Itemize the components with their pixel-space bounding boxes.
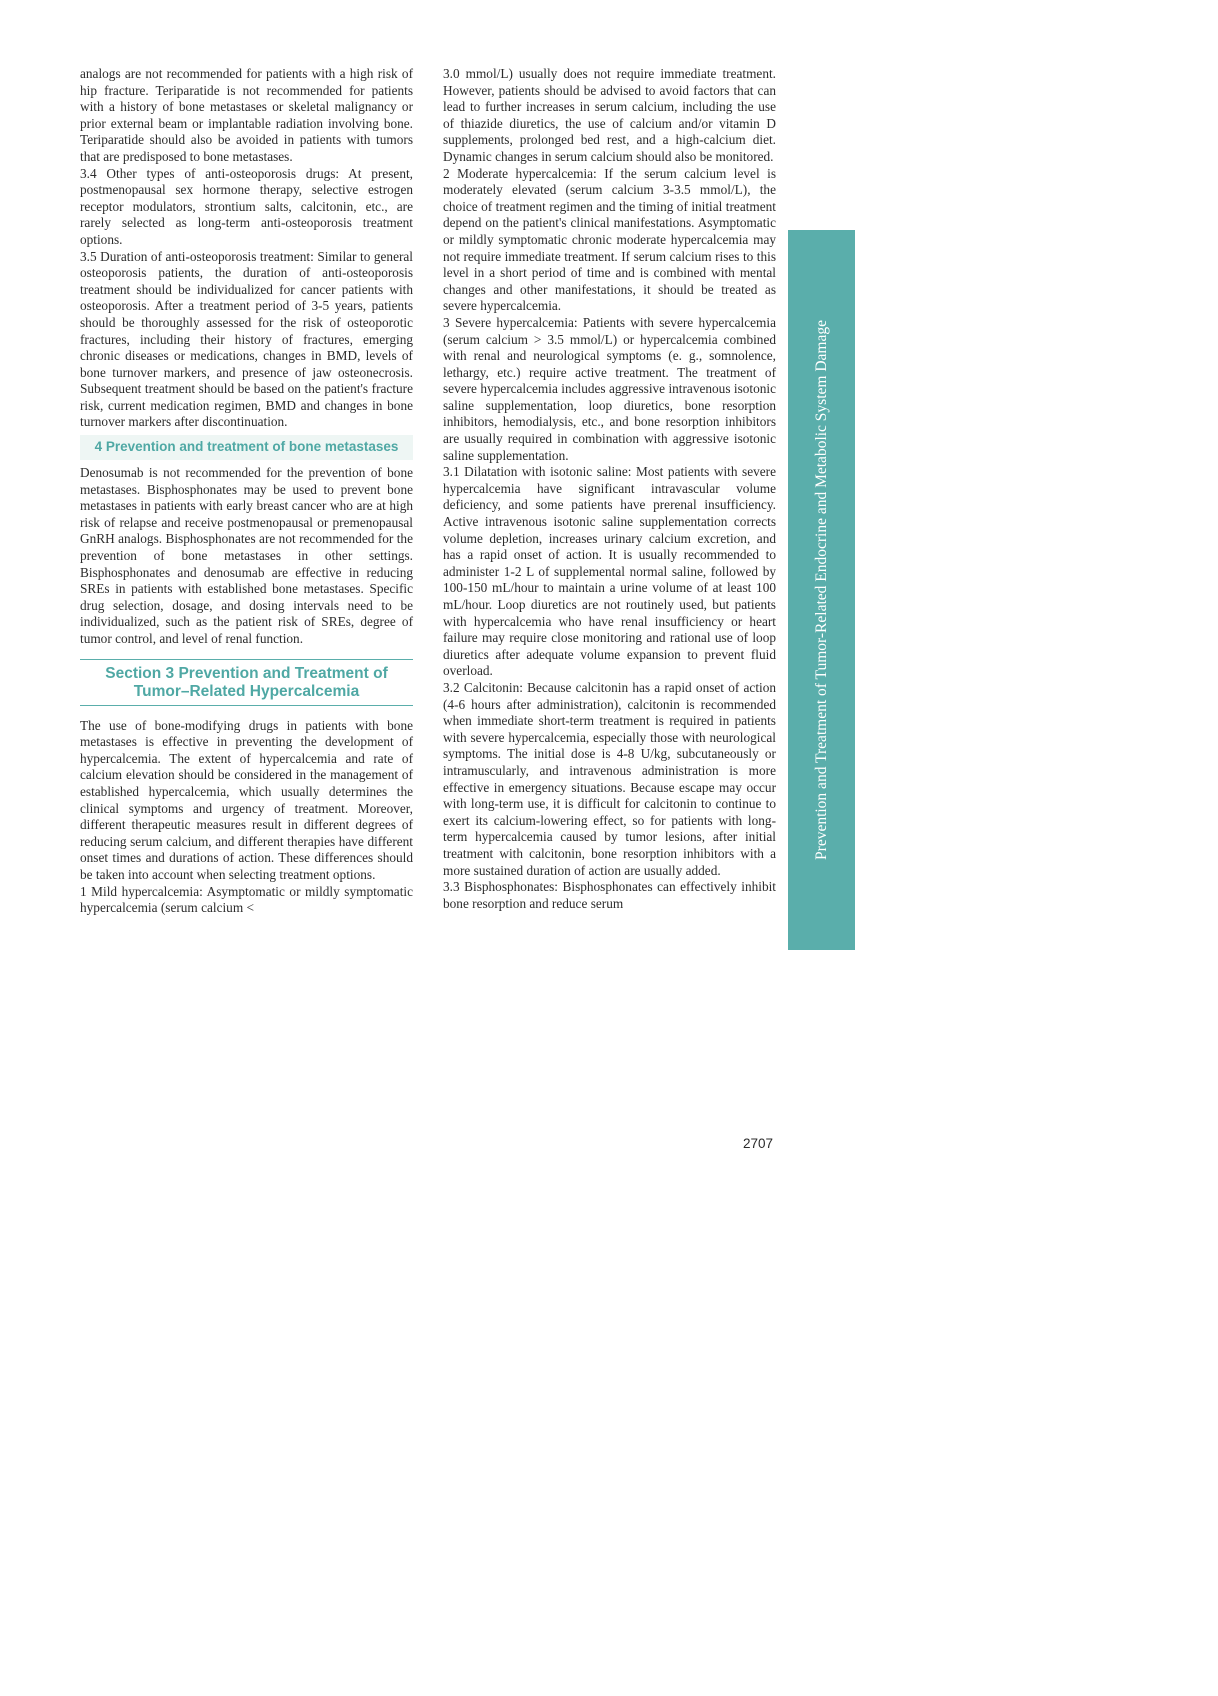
subheading-bone-metastases: 4 Prevention and treatment of bone metastases	[80, 435, 413, 460]
paragraph-bone-modifying-drugs: The use of bone-modifying drugs in patients with bone metastases is effective in preventing the development of hypercalcemia. The extent of hypercalcemia and rate of calcium elevation should be considered in the management of established hypercalcemia, which usually determines the clinical symptoms and urgency of treatment. Moreover, different therapeutic measures result in different degrees of reducing serum calcium, and different therapies have different onset times and durations of action. These differences should be taken into account when selecting treatment options.	[80, 717, 413, 882]
paragraph-calcitonin: 3.2 Calcitonin: Because calcitonin has a rapid onset of action (4-6 hours after administration), calcitonin is recommended when immediate short-term treatment is required in patients with severe hypercalcemia, especially those with neurological symptoms. The initial dose is 4-8 U/kg, subcutaneously or intramuscularly, and intravenous administration is more effective in emergency situations. Because escape may occur with long-term use, it is difficult for calcitonin to continue to exert its calcium-lowering effect, so for patients with long-term hypercalcemia caused by tumor lesions, after initial treatment with calcitonin, bone resorption inhibitors with a more sustained duration of action are usually added.	[443, 679, 776, 878]
left-text-column	[80, 66, 413, 917]
paragraph-mild-hypercalcemia: 1 Mild hypercalcemia: Asymptomatic or mildly symptomatic hypercalcemia (serum calcium <	[80, 883, 413, 916]
paragraph-isotonic-saline: 3.1 Dilatation with isotonic saline: Most patients with severe hypercalcemia have significant intravascular volume deficiency, and some patients have prerenal insufficiency. Active intravenous isotonic saline supplementation corrects volume depletion, increases urinary calcium excretion, and has a rapid onset of action. It is usually recommended to administer 1-2 L of supplemental normal saline, followed by 100-150 mL/hour to maintain a urine volume of at least 100 mL/hour. Loop diuretics are not routinely used, but patients with hypercalcemia who have renal insufficiency or heart failure may require close monitoring and rational use of loop diuretics after adequate volume expansion to prevent fluid overload.	[443, 464, 776, 679]
paragraph-treatment-duration: 3.5 Duration of anti-osteoporosis treatment: Similar to general osteoporosis patients, the duration of anti-osteoporosis treatment should be individualized for cancer patients with osteoporosis. After a treatment period of 3-5 years, patients should be thoroughly assessed for the risk of osteoporotic fractures, including their history of fractures, emerging chronic diseases or medications, changes in BMD, levels of bone turnover markers, and presence of jaw osteonecrosis. Subsequent treatment should be based on the patient's fracture risk, current medication regimen, BMD and changes in bone turnover markers after discontinuation.	[80, 248, 413, 430]
chapter-side-tab-label: Prevention and Treatment of Tumor-Related Endocrine and Metabolic System Damage	[812, 320, 830, 860]
paragraph-denosumab: Denosumab is not recommended for the prevention of bone metastases. Bisphosphonates may be used to prevent bone metastases in patients with early breast cancer who are at high risk of relapse and receive postmenopausal or premenopausal GnRH analogs. Bisphosphonates are not recommended for the prevention of bone metastases in other settings. Bisphosphonates and denosumab are effective in reducing SREs in patients with established bone metastases. Specific drug selection, dosage, and dosing intervals need to be individualized, such as the patient risk of SREs, degree of tumor control, and level of renal function.	[80, 465, 413, 646]
right-text-column	[443, 66, 776, 912]
chapter-side-tab	[788, 230, 855, 950]
paragraph-bisphosphonates: 3.3 Bisphosphonates: Bisphosphonates can effectively inhibit bone resorption and reduce serum	[443, 879, 776, 911]
paragraph-other-drugs: 3.4 Other types of anti-osteoporosis drugs: At present, postmenopausal sex hormone therapy, selective estrogen receptor modulators, strontium salts, calcitonin, etc., are rarely selected as long-term anti-osteoporosis treatment options.	[80, 165, 413, 247]
paragraph-teriparatide: analogs are not recommended for patients with a high risk of hip fracture. Teriparatide is not recommended for patients with a history of bone metastases or skeletal malignancy or prior external beam or implantable radiation involving bone. Teriparatide should also be avoided in patients with tumors that are predisposed to bone metastases.	[80, 66, 413, 164]
paragraph-moderate-hypercalcemia: 2 Moderate hypercalcemia: If the serum calcium level is moderately elevated (serum calcium 3-3.5 mmol/L), the choice of treatment regimen and the timing of initial treatment depend on the patient's clinical manifestations. Asymptomatic or mildly symptomatic chronic moderate hypercalcemia may not require immediate treatment. If serum calcium rises to this level in a short period of time and is combined with mental changes and other manifestations, it should be treated as severe hypercalcemia.	[443, 165, 776, 314]
paragraph-mild-continued: 3.0 mmol/L) usually does not require immediate treatment. However, patients should be advised to avoid factors that can lead to further increases in serum calcium, including the use of thiazide diuretics, the use of calcium and/or vitamin D supplements, prolonged bed rest, and a high-calcium diet. Dynamic changes in serum calcium should also be monitored.	[443, 66, 776, 164]
section-heading-hypercalcemia: Section 3 Prevention and Treatment of Tumor–Related Hypercalcemia	[80, 659, 413, 706]
paragraph-severe-hypercalcemia: 3 Severe hypercalcemia: Patients with severe hypercalcemia (serum calcium > 3.5 mmol/L) or hypercalcemia combined with renal and neurological symptoms (e. g., somnolence, lethargy, etc.) require active treatment. The treatment of severe hypercalcemia includes aggressive intravenous isotonic saline supplementation, loop diuretics, bone resorption inhibitors, hemodialysis, etc., and bone resorption inhibitors are usually required in combination with aggressive isotonic saline supplementation.	[443, 314, 776, 463]
page-number: 2707	[743, 1136, 774, 1151]
